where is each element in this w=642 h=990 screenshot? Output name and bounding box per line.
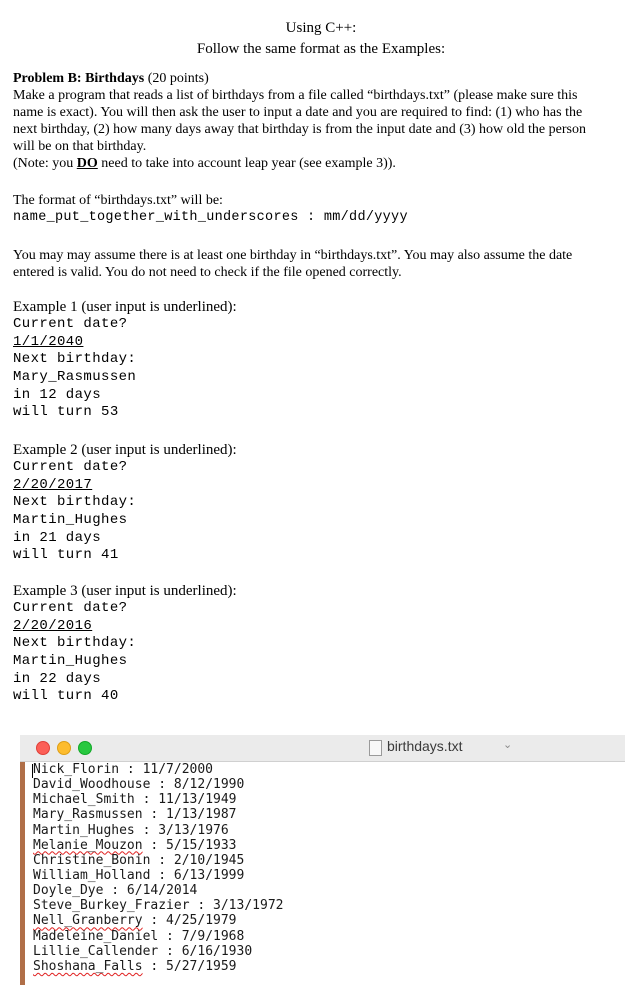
example-name: Mary_Rasmussen [13, 369, 137, 386]
file-line [33, 777, 618, 792]
problem-line-3: next birthday, (2) how many days away that birthday is from the input date and (3) how old the person [13, 122, 586, 137]
birthday-date: : 11/13/1949 [134, 792, 237, 808]
window-titlebar[interactable] [20, 735, 625, 762]
header-line-1: Using C++: [285, 20, 357, 36]
file-line [33, 792, 618, 807]
example-1 [13, 298, 633, 422]
close-window-button[interactable] [36, 741, 50, 755]
birthday-date: : 8/12/1990 [150, 777, 245, 793]
window-edge-bar [20, 762, 25, 985]
birthday-date: : 3/13/1972 [189, 898, 284, 914]
birthday-date: : 6/14/2014 [103, 883, 198, 899]
problem-note [13, 155, 633, 172]
example-title: Example 2 (user input is underlined): [13, 442, 237, 458]
assumptions [13, 247, 633, 281]
zoom-window-button[interactable] [78, 741, 92, 755]
birthday-date: : 7/9/1968 [158, 928, 245, 944]
file-line [33, 883, 618, 898]
example-prompt: Current date? [13, 459, 128, 475]
example-title: Example 1 (user input is underlined): [13, 299, 237, 315]
file-line [33, 823, 618, 838]
example-age: will turn 41 [13, 547, 119, 564]
problem-title: Problem B: Birthdays [13, 71, 145, 86]
format-label: The format of “birthdays.txt” will be: [13, 193, 223, 208]
birthday-date: : 3/13/1976 [134, 822, 229, 838]
birthday-name: Doyle_Dye [33, 883, 104, 899]
birthday-name: Madeleine_Daniel [33, 928, 159, 944]
file-line [33, 898, 618, 913]
birthday-date: : 6/13/1999 [150, 867, 245, 883]
birthday-date: : 5/15/1933 [142, 837, 237, 853]
birthday-name: David_Woodhouse [33, 777, 151, 793]
birthday-name: Melanie_Mouzon [33, 837, 143, 853]
file-line [33, 913, 618, 928]
example-age: will turn 53 [13, 404, 119, 421]
file-line [33, 959, 618, 974]
file-line [33, 762, 618, 777]
header-line-2: Follow the same format as the Examples: [196, 41, 446, 57]
file-line [33, 929, 618, 944]
example-days: in 22 days [13, 670, 102, 687]
document-icon [369, 740, 382, 756]
problem-line-2: name is exact). You will then ask the user to input a date and you are required to find: (1) who has the [13, 105, 583, 120]
assumptions-line-2: entered is valid. You do not need to check if the file opened correctly. [13, 265, 402, 280]
example-name: Martin_Hughes [13, 512, 128, 529]
example-user-input: 1/1/2040 [13, 333, 84, 350]
note-suffix: need to take into account leap year (see example 3)). [97, 156, 396, 171]
format-section [13, 192, 633, 226]
birthday-date: : 1/13/1987 [142, 807, 237, 823]
birthday-name: Christine_Bonin [33, 852, 151, 868]
note-emphasis: DO [76, 156, 98, 171]
text-editor-window [20, 735, 625, 985]
birthday-name: Michael_Smith [33, 792, 135, 808]
example-next-label: Next birthday: [13, 351, 137, 368]
problem-heading [13, 70, 633, 87]
example-days: in 21 days [13, 529, 102, 546]
birthday-date: : 2/10/1945 [150, 852, 245, 868]
example-age: will turn 40 [13, 688, 119, 705]
note-prefix: (Note: you [13, 156, 77, 171]
window-title[interactable]: birthdays.txt [387, 738, 463, 754]
birthday-name: Martin_Hughes [33, 822, 135, 838]
birthday-date: : 11/7/2000 [119, 762, 214, 777]
birthday-name: William_Holland [33, 867, 151, 883]
chevron-down-icon[interactable]: ⌄ [503, 738, 513, 751]
example-next-label: Next birthday: [13, 494, 137, 511]
file-line [33, 944, 618, 959]
birthday-name: Nell_Granberry [33, 913, 143, 929]
problem-points: (20 points) [147, 71, 209, 86]
example-next-label: Next birthday: [13, 635, 137, 652]
example-2 [13, 441, 633, 565]
example-prompt: Current date? [13, 600, 128, 616]
file-line [33, 868, 618, 883]
problem-line-1: Make a program that reads a list of birthdays from a file called “birthdays.txt” (please make sure this [13, 88, 578, 103]
birthday-date: : 4/25/1979 [142, 913, 237, 929]
birthday-date: : 5/27/1959 [142, 958, 237, 974]
birthday-name: Nick_Florin [33, 762, 120, 777]
file-content[interactable] [33, 762, 618, 974]
birthday-name: Steve_Burkey_Frazier [33, 898, 190, 914]
birthday-name: Shoshana_Falls [33, 958, 143, 974]
birthday-name: Lillie_Callender [33, 943, 159, 959]
example-name: Martin_Hughes [13, 653, 128, 670]
example-title: Example 3 (user input is underlined): [13, 583, 237, 599]
problem-statement [13, 70, 633, 172]
birthday-name: Mary_Rasmussen [33, 807, 143, 823]
minimize-window-button[interactable] [57, 741, 71, 755]
example-user-input: 2/20/2017 [13, 476, 93, 493]
example-3 [13, 582, 633, 706]
file-line [33, 807, 618, 822]
example-days: in 12 days [13, 386, 102, 403]
example-prompt: Current date? [13, 316, 128, 332]
file-line [33, 853, 618, 868]
file-line [33, 838, 618, 853]
format-pattern: name_put_together_with_underscores : mm/dd/yyyy [13, 210, 408, 225]
birthday-date: : 6/16/1930 [158, 943, 253, 959]
problem-line-4: will be on that birthday. [13, 139, 147, 154]
assumptions-line-1: You may may assume there is at least one birthday in “birthdays.txt”. You may also assume the date [13, 248, 573, 263]
example-user-input: 2/20/2016 [13, 617, 93, 634]
